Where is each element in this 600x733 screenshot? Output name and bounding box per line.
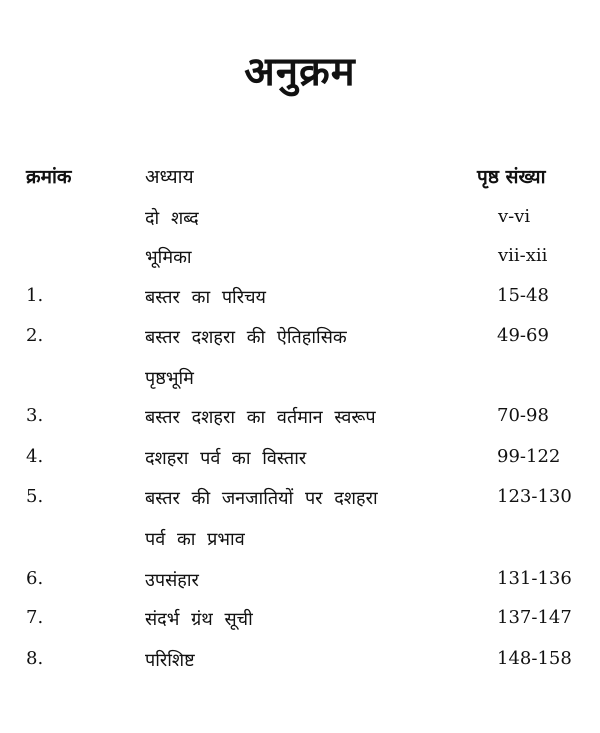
entry-pages: 15-48 [497,285,549,306]
entry-chapter: दशहरा पर्व का विस्तार [145,448,307,469]
toc-row [0,325,600,361]
toc-row [0,648,600,684]
toc-row [0,285,600,321]
entry-chapter: परिशिष्ट [145,650,195,671]
entry-number: 1. [26,285,44,306]
entry-number: 2. [26,325,44,346]
toc-row [0,446,600,482]
table-header [0,163,600,199]
entry-pages: 137-147 [497,607,572,628]
page-title: अनुक्रम [244,49,356,95]
entry-number: 8. [26,648,44,669]
toc-row [0,405,600,441]
entry-chapter: भूमिका [145,247,192,268]
entry-pages: 123-130 [497,486,572,507]
toc-row [0,607,600,643]
entry-chapter: बस्तर की जनजातियों पर दशहरा [145,488,378,509]
header-number: क्रमांक [26,166,72,188]
toc-row [0,486,600,522]
entry-pages: 99-122 [497,446,561,467]
entry-number: 7. [26,607,44,628]
toc-row [0,206,600,242]
entry-number: 4. [26,446,44,467]
entry-number: 3. [26,405,44,426]
entry-chapter: संदर्भ ग्रंथ सूची [145,609,253,630]
entry-number: 6. [26,568,44,589]
entry-pages: 148-158 [497,648,572,669]
entry-chapter-continued: पर्व का प्रभाव [145,529,245,550]
entry-chapter: दो शब्द [145,208,199,229]
header-page: पृष्ठ संख्या [477,166,546,188]
toc-row [0,245,600,281]
entry-number: 5. [26,486,44,507]
entry-pages: v-vi [498,206,531,227]
toc-row [0,568,600,604]
entry-chapter: बस्तर का परिचय [145,287,266,308]
entry-chapter: उपसंहार [145,570,199,591]
header-chapter: अध्याय [145,166,194,188]
entry-pages: vii-xii [498,245,548,266]
entry-chapter: बस्तर दशहरा का वर्तमान स्वरूप [145,407,376,428]
entry-chapter-continued: पृष्ठभूमि [145,368,194,389]
entry-pages: 131-136 [497,568,572,589]
entry-chapter: बस्तर दशहरा की ऐतिहासिक [145,327,347,348]
entry-pages: 49-69 [497,325,549,346]
entry-pages: 70-98 [497,405,549,426]
